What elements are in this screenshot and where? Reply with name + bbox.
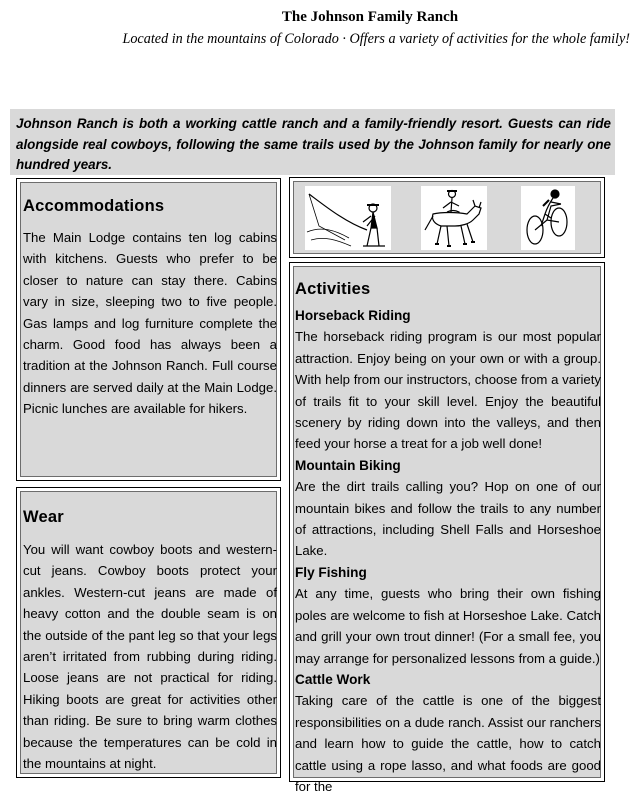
activity-text: Taking care of the cattle is one of the biggest responsibilities on a dude ranch. Assist our ranchers and learn how to guide the cattle, how to catch cattle using a rope lasso, and what foods are good for the [295,693,601,794]
activity-fly-fishing [295,562,601,669]
activity-cattle-work [295,669,601,797]
activity-text: At any time, guests who bring their own fishing poles are welcome to fish at Horseshoe Lake. Catch and grill your own trout dinner! (For a small fee, you may arrange for personalized lessons from a guide.) [295,586,601,666]
activity-text: Are the dirt trails calling you? Hop on one of our mountain bikes and follow the trails to any number of attractions, including Shell Falls and Horseshoe Lake. [295,479,601,559]
activities-box [289,262,605,794]
activity-mountain-biking [295,455,601,562]
activity-horseback-riding [295,305,601,455]
activity-title: Horseback Riding [295,308,411,323]
cyclist-clipart-icon [521,186,575,250]
accommodations-box [16,178,281,481]
wear-text: You will want cowboy boots and western-cut jeans. Cowboy boots protect your ankles. Western-cut jeans are made of heavy cotton and the double seam is on the outside of the pant leg so that your legs aren’t irritated from rubbing during riding. Loose jeans are not practical for riding. Hiking boots are great for activities other than riding. Be sure to bring warm clothes because the temperatures can be cold in the mountains at night. [23,542,277,772]
fishing-clipart-icon [305,186,391,250]
document-title: The Johnson Family Ranch [281,9,459,25]
document-subtitle: Located in the mountains of Colorado · Offers a variety of activities for the whole family! [122,31,630,47]
accommodations-text: The Main Lodge contains ten log cabins with kitchens. Guests who prefer to be closer to nature can stay there. Cabins vary in size, sleeping two to five people. Gas lamps and log furniture complete the charm. Good food has always been a tradition at the Johnson Ranch. Full course dinners are served daily at the Main Lodge. Picnic lunches are available for hikers. [23,230,277,417]
wear-heading: Wear [23,508,64,526]
accommodations-heading: Accommodations [23,197,165,215]
activity-text: The horseback riding program is our most popular attraction. Enjoy being on your own or with a group. With help from our instructors, choose from a variety of trails fit to your skill level. Enjoy the beautiful scenery by riding down into the valleys, and then feed your horse a treat for a job well done! [295,329,601,452]
wear-box [16,487,281,778]
activity-title: Cattle Work [295,671,371,687]
intro-banner: Johnson Ranch is both a working cattle ranch and a family-friendly resort. Guests can ride alongside real cowboys, following the same trails used by the Johnson family for nearly one hundred years. [10,109,615,175]
horseback-rider-clipart-icon [421,186,487,250]
activities-heading: Activities [295,280,371,298]
activity-title: Fly Fishing [295,564,367,580]
activity-title: Mountain Biking [295,457,401,473]
clipart-strip [289,177,605,258]
